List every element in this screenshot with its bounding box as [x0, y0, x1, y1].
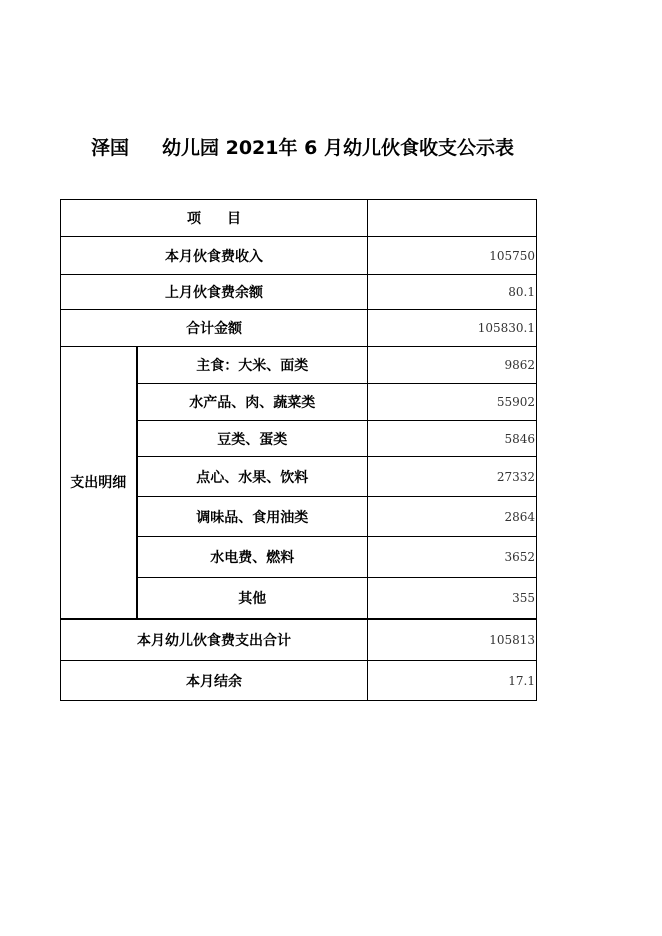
expense-item-value: 55902 — [368, 384, 537, 421]
table-row — [61, 347, 537, 384]
expense-table — [60, 199, 537, 701]
prev-balance-label: 上月伙食费余额 — [61, 275, 368, 310]
expense-item-label: 水电费、燃料 — [137, 537, 368, 578]
total-amount-label: 合计金额 — [61, 310, 368, 347]
expense-item-label: 主食：大米、面类 — [137, 347, 368, 384]
expense-item-label: 水产品、肉、蔬菜类 — [137, 384, 368, 421]
expense-item-label: 其他 — [137, 578, 368, 619]
item-header-a: 项 — [187, 211, 201, 227]
expense-item-value: 2864 — [368, 497, 537, 537]
item-header-b: 目 — [227, 211, 241, 227]
title-kindergarten-name: 泽国 — [91, 137, 130, 159]
table-header-row — [61, 200, 537, 237]
expense-total-label: 本月幼儿伙食费支出合计 — [61, 619, 368, 661]
page-title — [0, 133, 662, 163]
title-text: 幼儿园 2021年 6 月幼儿伙食收支公示表 — [162, 137, 514, 159]
total-amount-value: 105830.1 — [368, 310, 537, 347]
expense-item-value: 355 — [368, 578, 537, 619]
balance-label: 本月结余 — [61, 661, 368, 701]
item-header-cell — [61, 200, 368, 237]
expense-item-value: 3652 — [368, 537, 537, 578]
prev-balance-value: 80.1 — [368, 275, 537, 310]
expense-total-value: 105813 — [368, 619, 537, 661]
income-label: 本月伙食费收入 — [61, 237, 368, 275]
value-header-cell — [368, 200, 537, 237]
table-row — [61, 661, 537, 701]
expense-item-label: 豆类、蛋类 — [137, 421, 368, 457]
expense-item-label: 调味品、食用油类 — [137, 497, 368, 537]
expense-item-label: 点心、水果、饮料 — [137, 457, 368, 497]
table-row — [61, 310, 537, 347]
table-row — [61, 275, 537, 310]
expense-item-value: 27332 — [368, 457, 537, 497]
expense-group-label: 支出明细 — [61, 347, 137, 619]
table-row — [61, 619, 537, 661]
balance-value: 17.1 — [368, 661, 537, 701]
income-value: 105750 — [368, 237, 537, 275]
expense-item-value: 9862 — [368, 347, 537, 384]
table-row — [61, 237, 537, 275]
expense-item-value: 5846 — [368, 421, 537, 457]
